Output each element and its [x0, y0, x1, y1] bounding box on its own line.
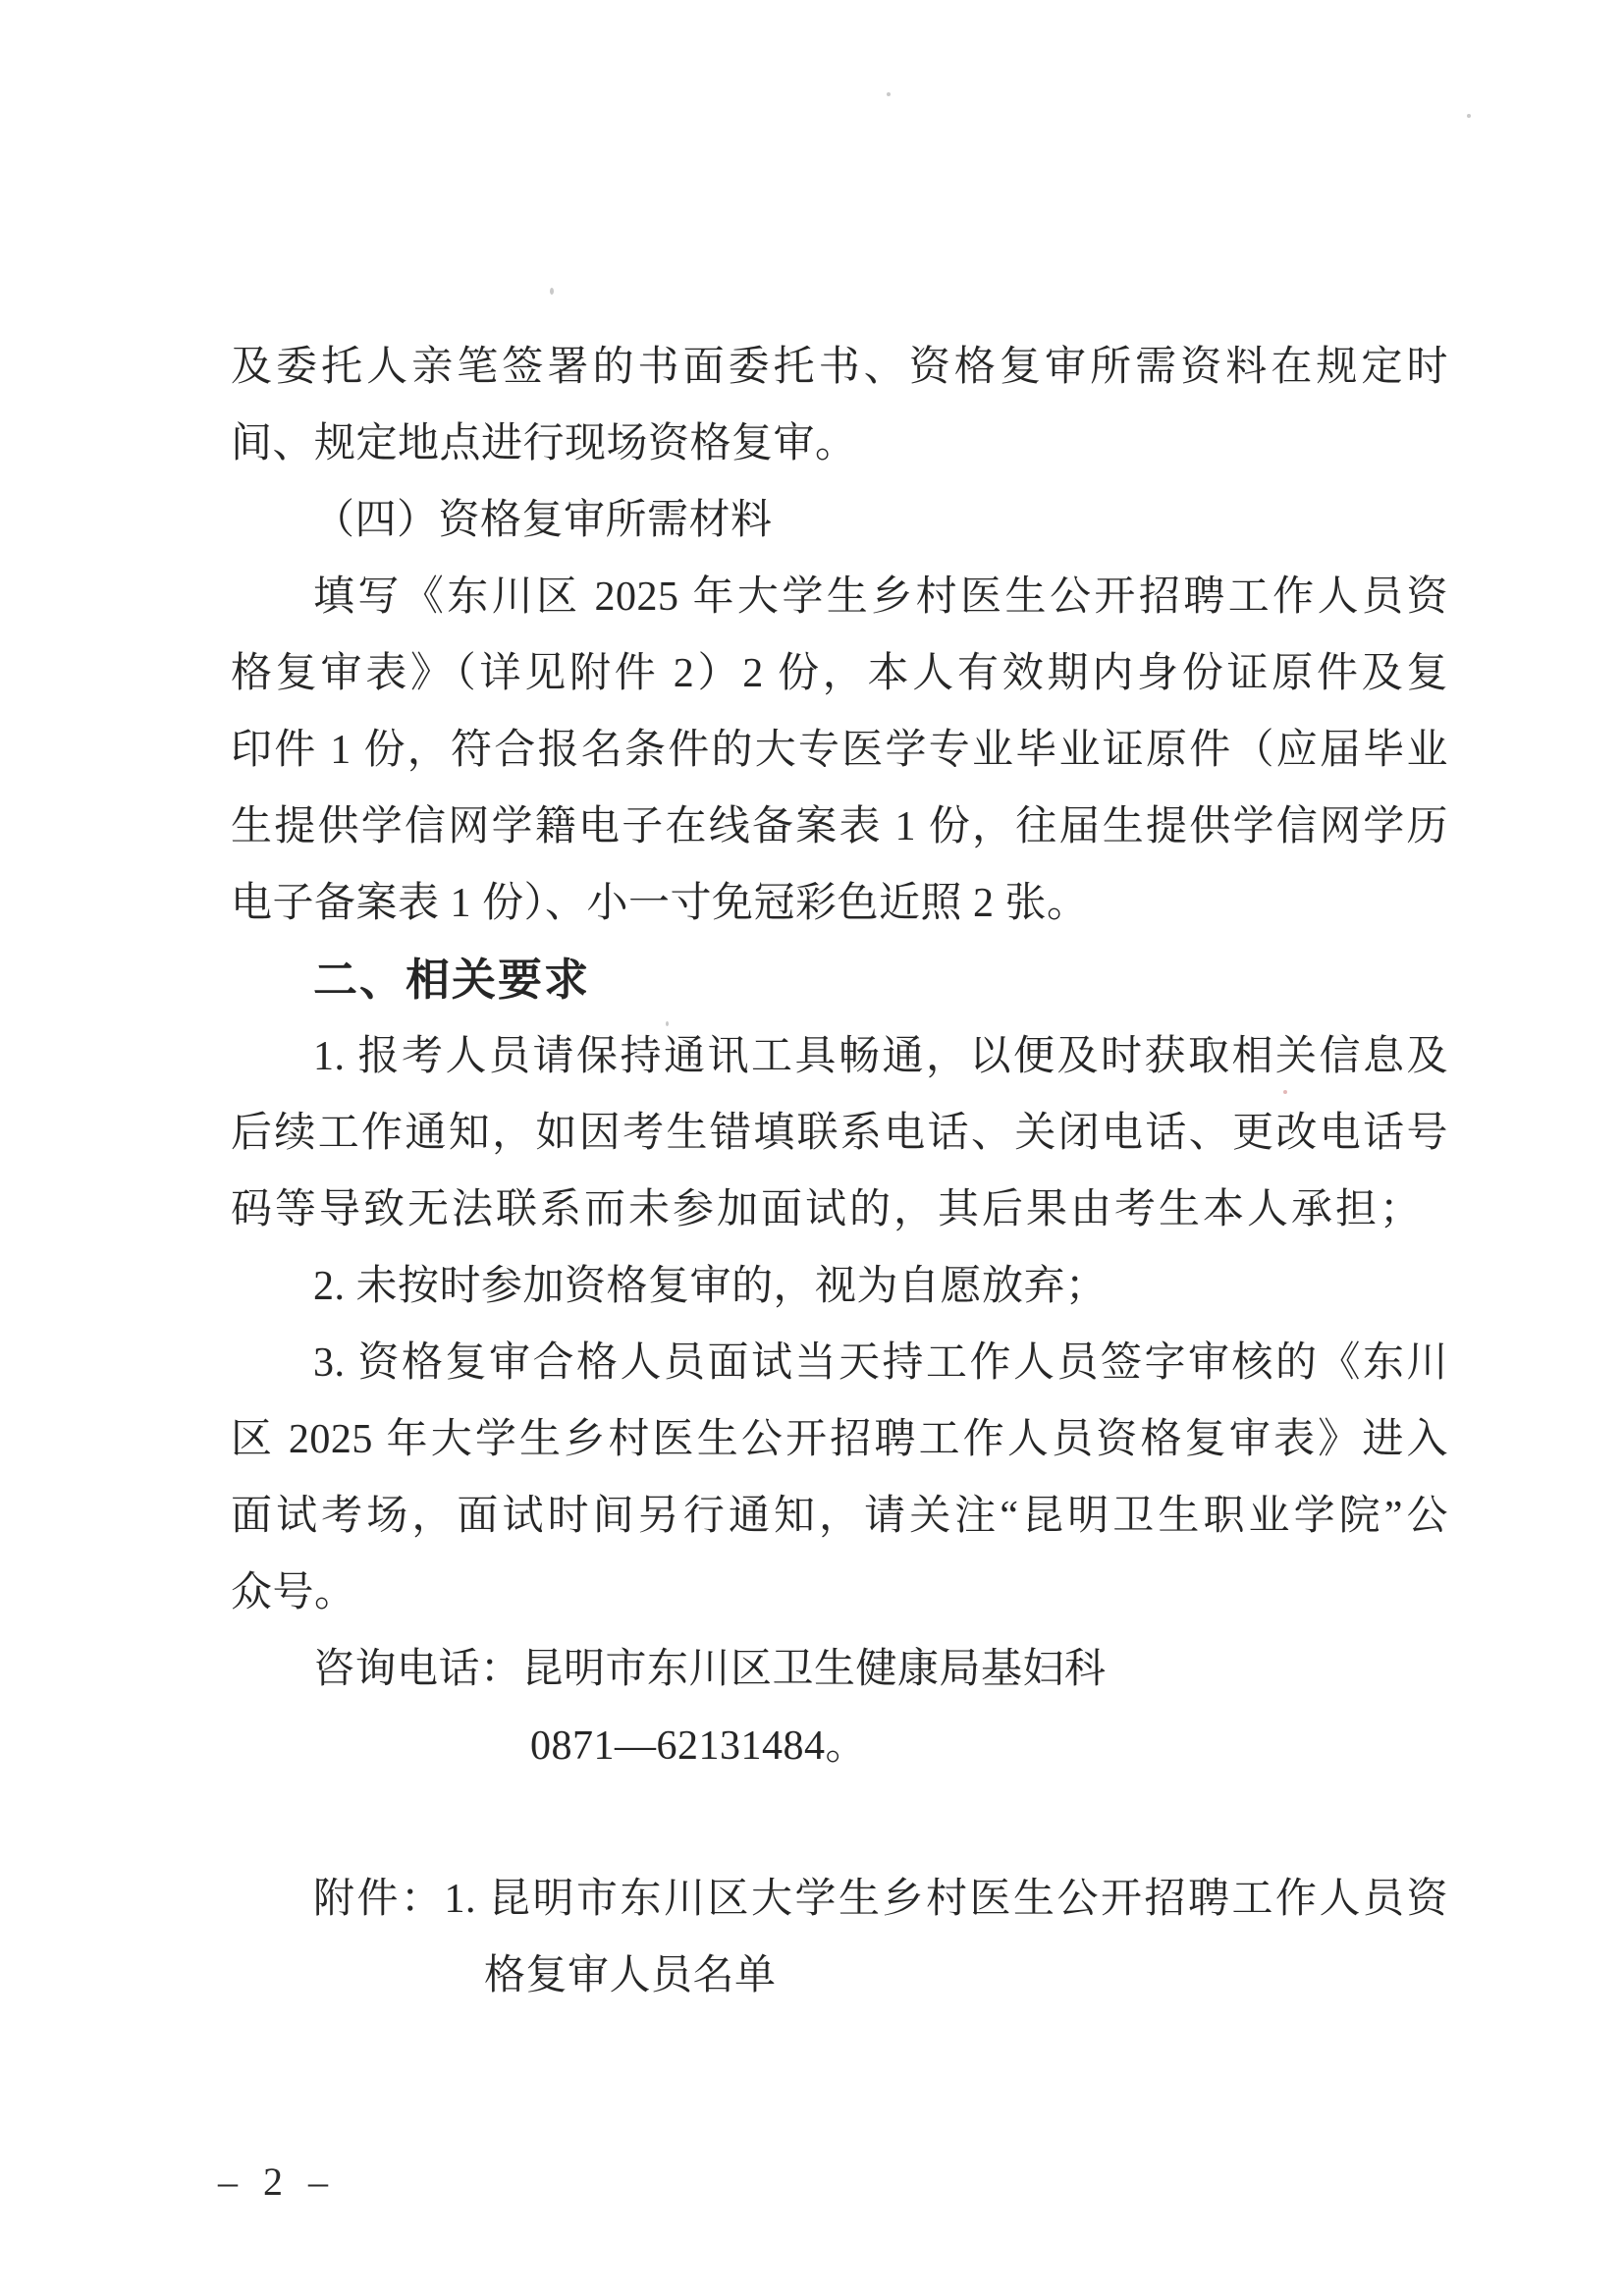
scan-speck — [1467, 114, 1471, 118]
text-line: 及委托人亲笔签署的书面委托书、资格复审所需资料在规定时 — [231, 345, 1448, 390]
text-line: 区 2025 年大学生乡村医生公开招聘工作人员资格复审表》进入 — [231, 1417, 1448, 1462]
scan-speck — [887, 92, 891, 96]
page-number: – 2 – — [218, 2159, 332, 2204]
scan-speck — [666, 1021, 669, 1026]
document-body — [231, 329, 1448, 2014]
text-line: 面试考场，面试时间另行通知，请关注“昆明卫生职业学院”公 — [231, 1494, 1448, 1539]
contact-phone-label: 咨询电话：昆明市东川区卫生健康局基妇科 — [313, 1647, 1107, 1692]
text-line: 3. 资格复审合格人员面试当天持工作人员签字审核的《东川 — [313, 1340, 1448, 1386]
text-line: 电子备案表 1 份）、小一寸免冠彩色近照 2 张。 — [231, 881, 1089, 926]
attachment-line: 附件：1. 昆明市东川区大学生乡村医生公开招聘工作人员资 — [313, 1877, 1448, 1922]
scan-speck — [550, 288, 554, 295]
text-line: 填写《东川区 2025 年大学生乡村医生公开招聘工作人员资 — [313, 574, 1448, 620]
text-line: 后续工作通知，如因考生错填联系电话、关闭电话、更改电话号 — [231, 1111, 1448, 1156]
section-heading-2: 二、相关要求 — [313, 955, 591, 1005]
text-line: 1. 报考人员请保持通讯工具畅通，以便及时获取相关信息及 — [313, 1034, 1448, 1079]
text-line: 格复审表》（详见附件 2）2 份，本人有效期内身份证原件及复 — [231, 651, 1448, 696]
text-line: 生提供学信网学籍电子在线备案表 1 份，往届生提供学信网学历 — [231, 804, 1448, 849]
text-line: 码等导致无法联系而未参加面试的，其后果由考生本人承担； — [231, 1187, 1425, 1232]
attachment-line: 格复审人员名单 — [484, 1953, 777, 1998]
text-line: 众号。 — [231, 1570, 356, 1615]
section-heading-4: （四）资格复审所需材料 — [313, 498, 773, 543]
text-line: 印件 1 份，符合报名条件的大专医学专业毕业证原件（应届毕业 — [231, 728, 1448, 773]
text-line: 2. 未按时参加资格复审的，视为自愿放弃； — [313, 1264, 1108, 1309]
contact-phone-number: 0871—62131484。 — [530, 1723, 868, 1769]
text-line: 间、规定地点进行现场资格复审。 — [231, 421, 857, 466]
scan-speck — [1283, 1090, 1287, 1094]
